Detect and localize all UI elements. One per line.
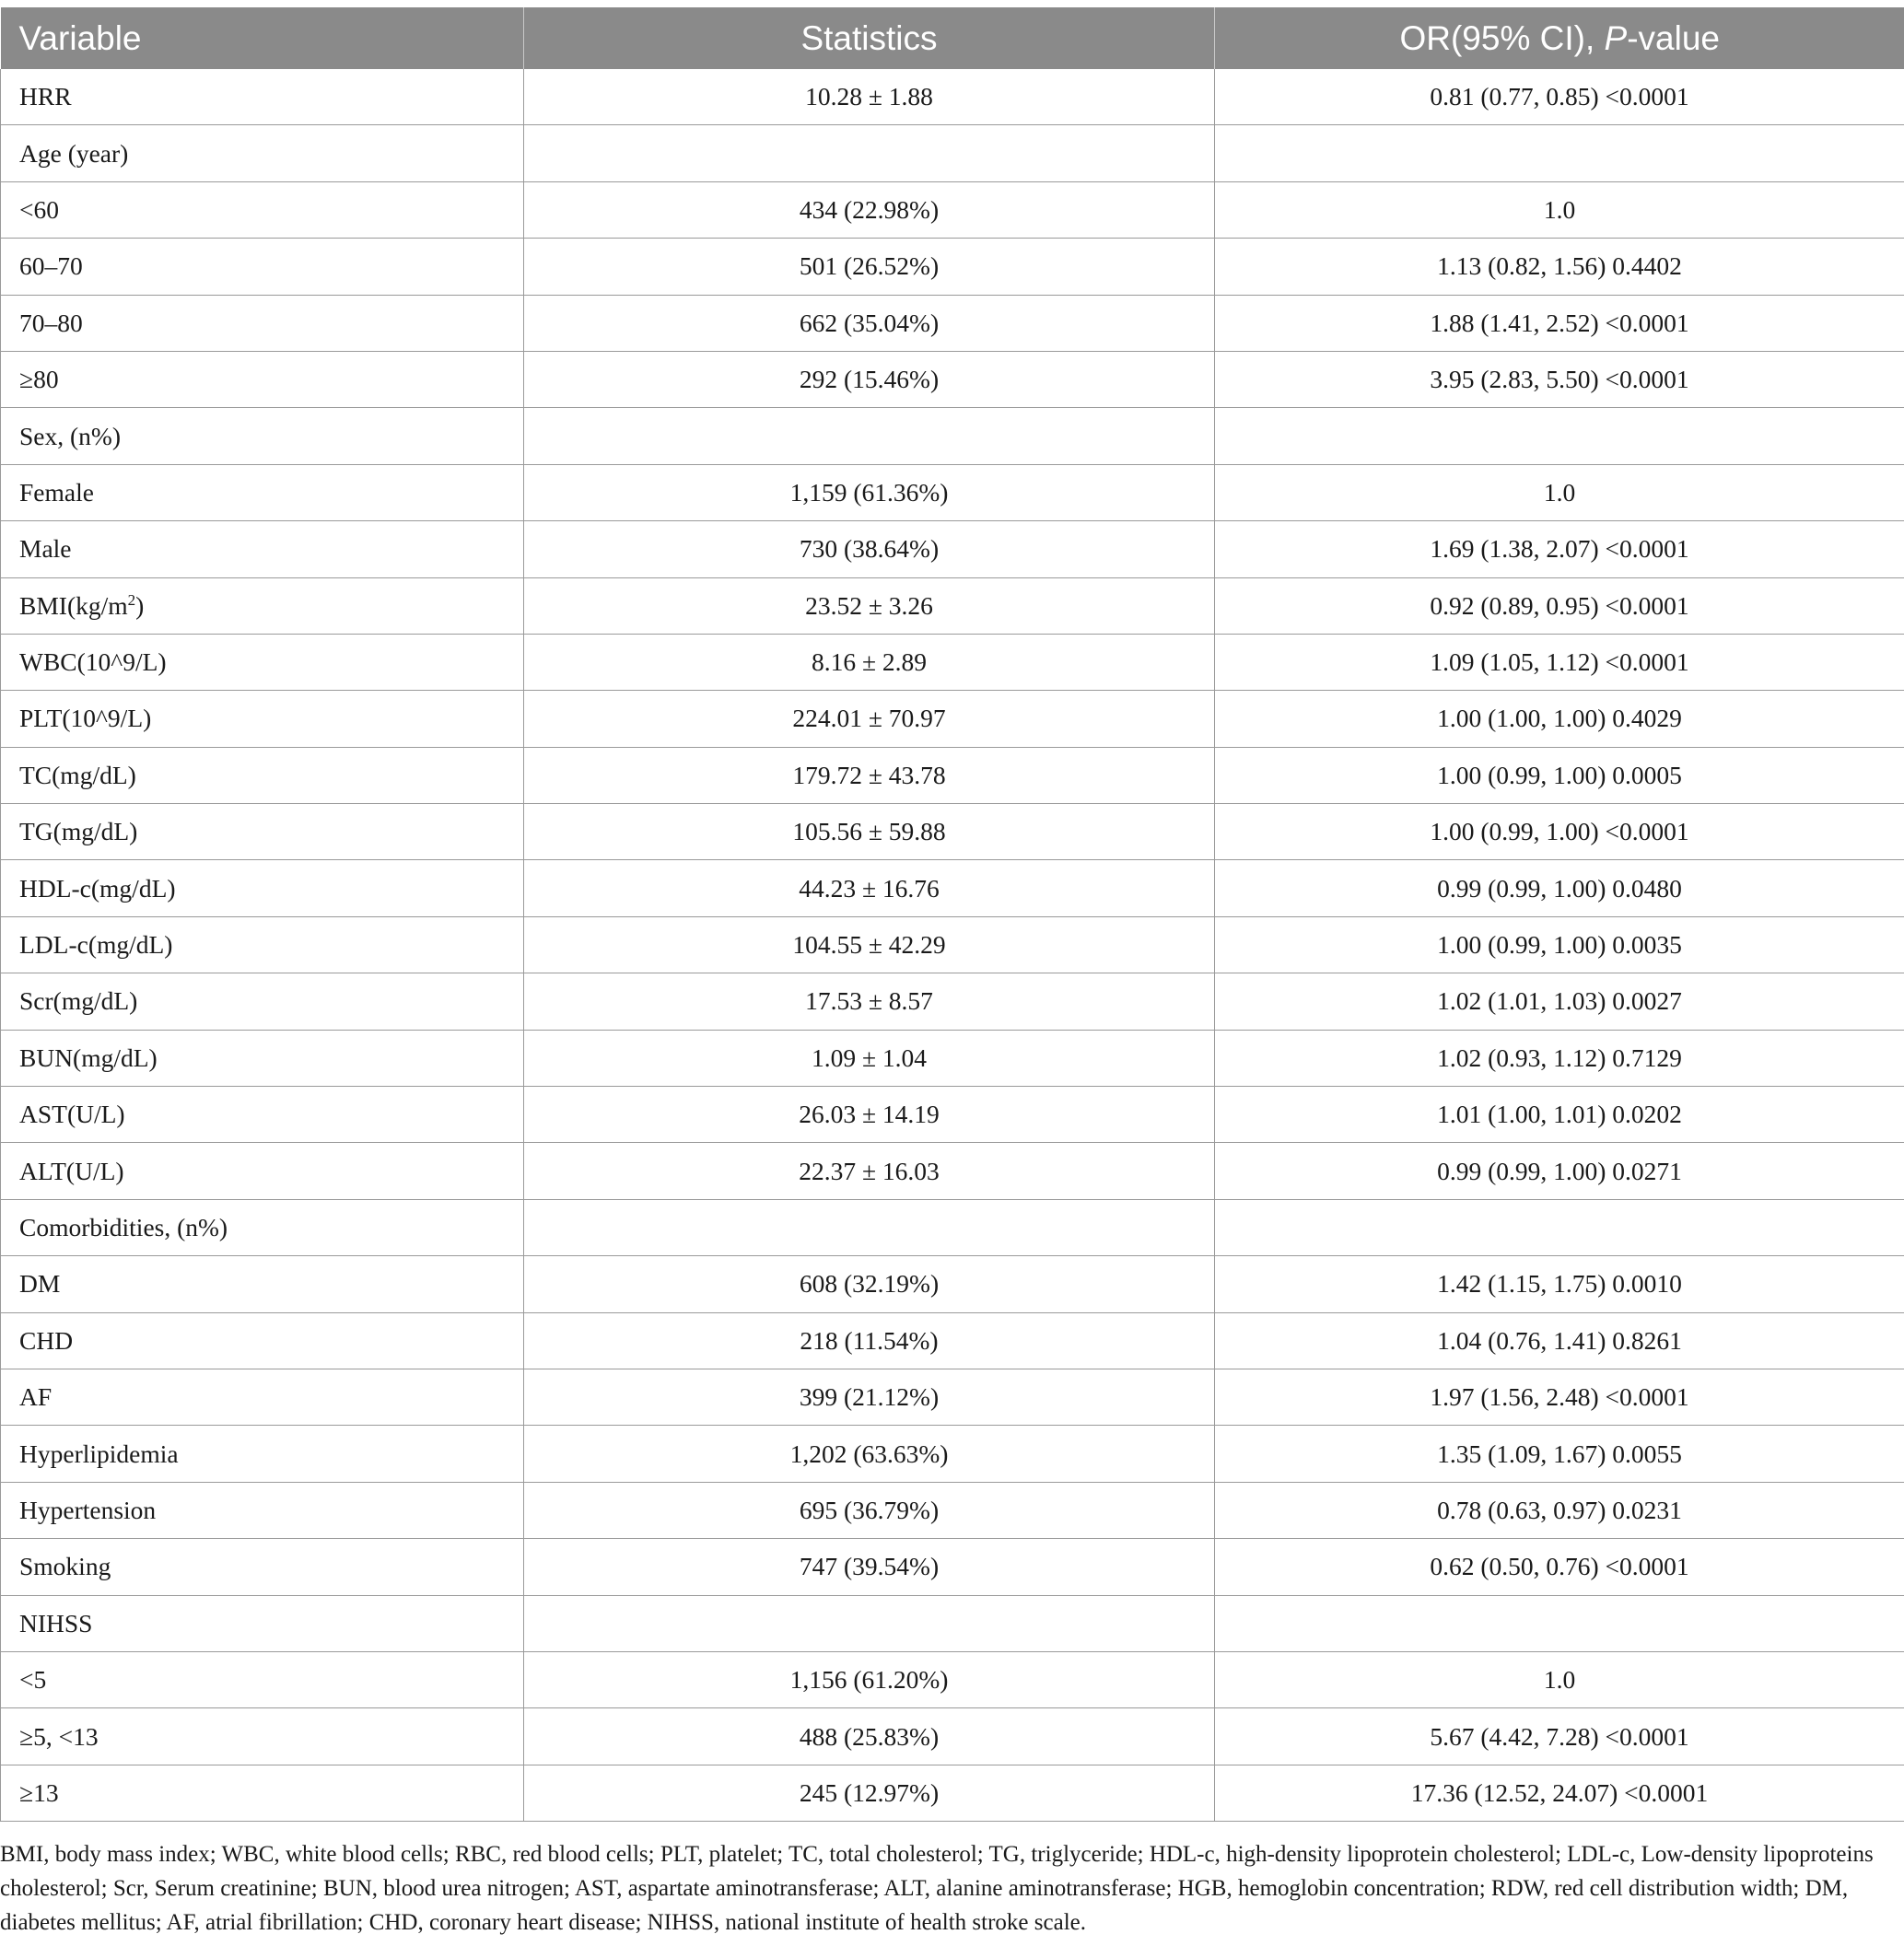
cell-variable [1, 1595, 524, 1651]
variable-label: ≥5, <13 [19, 1721, 99, 1751]
cell-variable [1, 973, 524, 1030]
cell-or-ci-pvalue: 1.00 (0.99, 1.00) 0.0005 [1215, 747, 1904, 803]
cell-or-ci-pvalue: 1.88 (1.41, 2.52) <0.0001 [1215, 295, 1904, 351]
cell-or-ci-pvalue: 0.62 (0.50, 0.76) <0.0001 [1215, 1539, 1904, 1595]
cell-or-ci-pvalue: 1.01 (1.00, 1.01) 0.0202 [1215, 1087, 1904, 1143]
header-or-suffix: -value [1627, 18, 1720, 57]
table-row [1, 521, 1904, 577]
variable-label: BMI(kg/m [19, 590, 128, 620]
cell-variable [1, 1143, 524, 1199]
cell-statistics: 17.53 ± 8.57 [524, 973, 1215, 1030]
variable-superscript: 2 [127, 590, 136, 609]
variable-label: PLT(10^9/L) [19, 704, 152, 733]
table-footnote: BMI, body mass index; WBC, white blood cells; RBC, red blood cells; PLT, platelet; TC, total cholesterol; TG, triglyceride; HDL-c, high-density lipoprotein cholesterol; LDL-c, Low-density lipoproteins cholesterol; Scr, Serum creatinine; BUN, blood urea nitrogen; AST, aspartate aminotransferase; ALT, alanine aminotransferase; HGB, hemoglobin concentration; RDW, red cell distribution width; DM, diabetes mellitus; AF, atrial fibrillation; CHD, coronary heart disease; NIHSS, national institute of health stroke scale. [0, 1842, 1874, 1935]
cell-statistics: 1,202 (63.63%) [524, 1426, 1215, 1482]
cell-or-ci-pvalue: 0.99 (0.99, 1.00) 0.0480 [1215, 860, 1904, 916]
cell-variable [1, 1312, 524, 1369]
table-body [1, 69, 1904, 1822]
table-row [1, 804, 1904, 860]
cell-statistics: 44.23 ± 16.76 [524, 860, 1215, 916]
cell-statistics: 695 (36.79%) [524, 1482, 1215, 1538]
table-row [1, 1199, 1904, 1255]
variable-label: LDL-c(mg/dL) [19, 930, 173, 960]
variable-label: Smoking [19, 1552, 111, 1581]
cell-statistics: 104.55 ± 42.29 [524, 916, 1215, 973]
cell-or-ci-pvalue [1215, 1199, 1904, 1255]
cell-statistics: 608 (32.19%) [524, 1256, 1215, 1312]
cell-or-ci-pvalue: 0.78 (0.63, 0.97) 0.0231 [1215, 1482, 1904, 1538]
cell-variable [1, 860, 524, 916]
regression-table [0, 7, 1904, 1822]
cell-or-ci-pvalue: 3.95 (2.83, 5.50) <0.0001 [1215, 351, 1904, 407]
cell-variable [1, 1087, 524, 1143]
cell-or-ci-pvalue: 0.92 (0.89, 0.95) <0.0001 [1215, 577, 1904, 634]
variable-label: Age (year) [19, 138, 129, 168]
variable-label: AF [19, 1382, 53, 1412]
cell-statistics [524, 1595, 1215, 1651]
cell-variable [1, 1651, 524, 1707]
table-row [1, 973, 1904, 1030]
cell-statistics: 245 (12.97%) [524, 1765, 1215, 1821]
variable-label: ≥13 [19, 1777, 59, 1807]
table-row [1, 1708, 1904, 1765]
cell-or-ci-pvalue: 1.13 (0.82, 1.56) 0.4402 [1215, 239, 1904, 295]
table-header [1, 7, 1904, 69]
cell-variable [1, 1482, 524, 1538]
cell-or-ci-pvalue: 1.02 (0.93, 1.12) 0.7129 [1215, 1030, 1904, 1086]
variable-label: Hyperlipidemia [19, 1439, 179, 1468]
cell-statistics: 501 (26.52%) [524, 239, 1215, 295]
cell-or-ci-pvalue: 1.09 (1.05, 1.12) <0.0001 [1215, 634, 1904, 690]
table-row [1, 408, 1904, 464]
table-row [1, 860, 1904, 916]
cell-statistics: 1,156 (61.20%) [524, 1651, 1215, 1707]
table-row [1, 634, 1904, 690]
table-row [1, 125, 1904, 181]
variable-label: CHD [19, 1325, 74, 1355]
variable-label: AST(U/L) [19, 1100, 125, 1129]
table-row [1, 1539, 1904, 1595]
variable-label: Female [19, 477, 94, 507]
cell-variable [1, 239, 524, 295]
cell-statistics [524, 125, 1215, 181]
table-row [1, 916, 1904, 973]
variable-label: HRR [19, 82, 72, 111]
cell-or-ci-pvalue: 0.81 (0.77, 0.85) <0.0001 [1215, 69, 1904, 125]
variable-label: Comorbidities, (n%) [19, 1213, 228, 1241]
cell-statistics: 399 (21.12%) [524, 1369, 1215, 1425]
cell-or-ci-pvalue: 1.69 (1.38, 2.07) <0.0001 [1215, 521, 1904, 577]
variable-label: Hypertension [19, 1495, 157, 1524]
cell-variable [1, 916, 524, 973]
table-row [1, 747, 1904, 803]
variable-label: 70–80 [19, 308, 83, 337]
cell-variable [1, 521, 524, 577]
variable-label: Male [19, 534, 72, 564]
cell-statistics: 747 (39.54%) [524, 1539, 1215, 1595]
table-row [1, 181, 1904, 238]
variable-label: 60–70 [19, 251, 83, 281]
cell-variable [1, 1426, 524, 1482]
cell-statistics: 1,159 (61.36%) [524, 464, 1215, 520]
cell-variable [1, 691, 524, 747]
variable-label: BUN(mg/dL) [19, 1043, 158, 1072]
cell-variable [1, 464, 524, 520]
cell-or-ci-pvalue: 1.00 (0.99, 1.00) 0.0035 [1215, 916, 1904, 973]
cell-or-ci-pvalue: 1.97 (1.56, 2.48) <0.0001 [1215, 1369, 1904, 1425]
variable-label: ≥80 [19, 365, 59, 394]
cell-statistics: 218 (11.54%) [524, 1312, 1215, 1369]
table-row [1, 1426, 1904, 1482]
table-row [1, 464, 1904, 520]
variable-label: TC(mg/dL) [19, 760, 136, 789]
cell-or-ci-pvalue [1215, 408, 1904, 464]
cell-statistics: 23.52 ± 3.26 [524, 577, 1215, 634]
cell-or-ci-pvalue: 1.02 (1.01, 1.03) 0.0027 [1215, 973, 1904, 1030]
cell-variable [1, 577, 524, 634]
table-row [1, 295, 1904, 351]
table-row [1, 1087, 1904, 1143]
table-row [1, 239, 1904, 295]
cell-or-ci-pvalue: 1.35 (1.09, 1.67) 0.0055 [1215, 1426, 1904, 1482]
cell-or-ci-pvalue: 1.42 (1.15, 1.75) 0.0010 [1215, 1256, 1904, 1312]
table-row [1, 1595, 1904, 1651]
cell-variable [1, 408, 524, 464]
header-or-ci-pvalue [1215, 7, 1904, 69]
table-row [1, 1312, 1904, 1369]
variable-label: ALT(U/L) [19, 1156, 124, 1185]
cell-statistics [524, 408, 1215, 464]
header-statistics: Statistics [524, 7, 1215, 69]
cell-variable [1, 804, 524, 860]
table-row [1, 351, 1904, 407]
cell-variable [1, 69, 524, 125]
cell-or-ci-pvalue: 1.04 (0.76, 1.41) 0.8261 [1215, 1312, 1904, 1369]
table-row [1, 691, 1904, 747]
cell-or-ci-pvalue: 5.67 (4.42, 7.28) <0.0001 [1215, 1708, 1904, 1765]
cell-statistics: 10.28 ± 1.88 [524, 69, 1215, 125]
table-row [1, 1030, 1904, 1086]
cell-or-ci-pvalue: 0.99 (0.99, 1.00) 0.0271 [1215, 1143, 1904, 1199]
cell-or-ci-pvalue [1215, 1595, 1904, 1651]
cell-statistics: 1.09 ± 1.04 [524, 1030, 1215, 1086]
cell-variable [1, 295, 524, 351]
table-row [1, 1765, 1904, 1821]
table-row [1, 1482, 1904, 1538]
header-variable: Variable [1, 7, 524, 69]
cell-variable [1, 1765, 524, 1821]
cell-variable [1, 181, 524, 238]
data-table-container [0, 7, 1904, 1822]
variable-label: NIHSS [19, 1608, 93, 1637]
cell-variable [1, 1539, 524, 1595]
table-row [1, 577, 1904, 634]
cell-statistics: 488 (25.83%) [524, 1708, 1215, 1765]
cell-variable [1, 1030, 524, 1086]
variable-label: <5 [19, 1665, 47, 1695]
cell-statistics [524, 1199, 1215, 1255]
cell-variable [1, 634, 524, 690]
variable-label: TG(mg/dL) [19, 817, 138, 846]
variable-label: WBC(10^9/L) [19, 647, 167, 677]
cell-variable [1, 747, 524, 803]
header-row [1, 7, 1904, 69]
cell-or-ci-pvalue [1215, 125, 1904, 181]
cell-variable [1, 1369, 524, 1425]
cell-or-ci-pvalue: 1.0 [1215, 1651, 1904, 1707]
cell-variable [1, 1708, 524, 1765]
variable-label: Scr(mg/dL) [19, 986, 138, 1016]
cell-statistics: 730 (38.64%) [524, 521, 1215, 577]
cell-statistics: 179.72 ± 43.78 [524, 747, 1215, 803]
cell-variable [1, 351, 524, 407]
variable-label: Sex, (n%) [19, 421, 121, 450]
cell-or-ci-pvalue: 1.0 [1215, 464, 1904, 520]
variable-label: DM [19, 1269, 61, 1299]
variable-label: <60 [19, 194, 60, 224]
variable-tail: ) [135, 590, 145, 620]
cell-or-ci-pvalue: 1.00 (1.00, 1.00) 0.4029 [1215, 691, 1904, 747]
cell-statistics: 105.56 ± 59.88 [524, 804, 1215, 860]
cell-variable [1, 125, 524, 181]
cell-variable [1, 1199, 524, 1255]
cell-statistics: 662 (35.04%) [524, 295, 1215, 351]
header-or-prefix: OR(95% CI), [1399, 18, 1605, 57]
cell-statistics: 22.37 ± 16.03 [524, 1143, 1215, 1199]
table-row [1, 1143, 1904, 1199]
header-or-p: P [1604, 18, 1628, 57]
cell-or-ci-pvalue: 1.0 [1215, 181, 1904, 238]
cell-statistics: 8.16 ± 2.89 [524, 634, 1215, 690]
variable-label: HDL-c(mg/dL) [19, 873, 176, 903]
table-row [1, 1256, 1904, 1312]
cell-or-ci-pvalue: 1.00 (0.99, 1.00) <0.0001 [1215, 804, 1904, 860]
cell-or-ci-pvalue: 17.36 (12.52, 24.07) <0.0001 [1215, 1765, 1904, 1821]
table-row [1, 1369, 1904, 1425]
table-row [1, 69, 1904, 125]
table-row [1, 1651, 1904, 1707]
cell-statistics: 26.03 ± 14.19 [524, 1087, 1215, 1143]
cell-statistics: 434 (22.98%) [524, 181, 1215, 238]
cell-statistics: 224.01 ± 70.97 [524, 691, 1215, 747]
cell-statistics: 292 (15.46%) [524, 351, 1215, 407]
cell-variable [1, 1256, 524, 1312]
